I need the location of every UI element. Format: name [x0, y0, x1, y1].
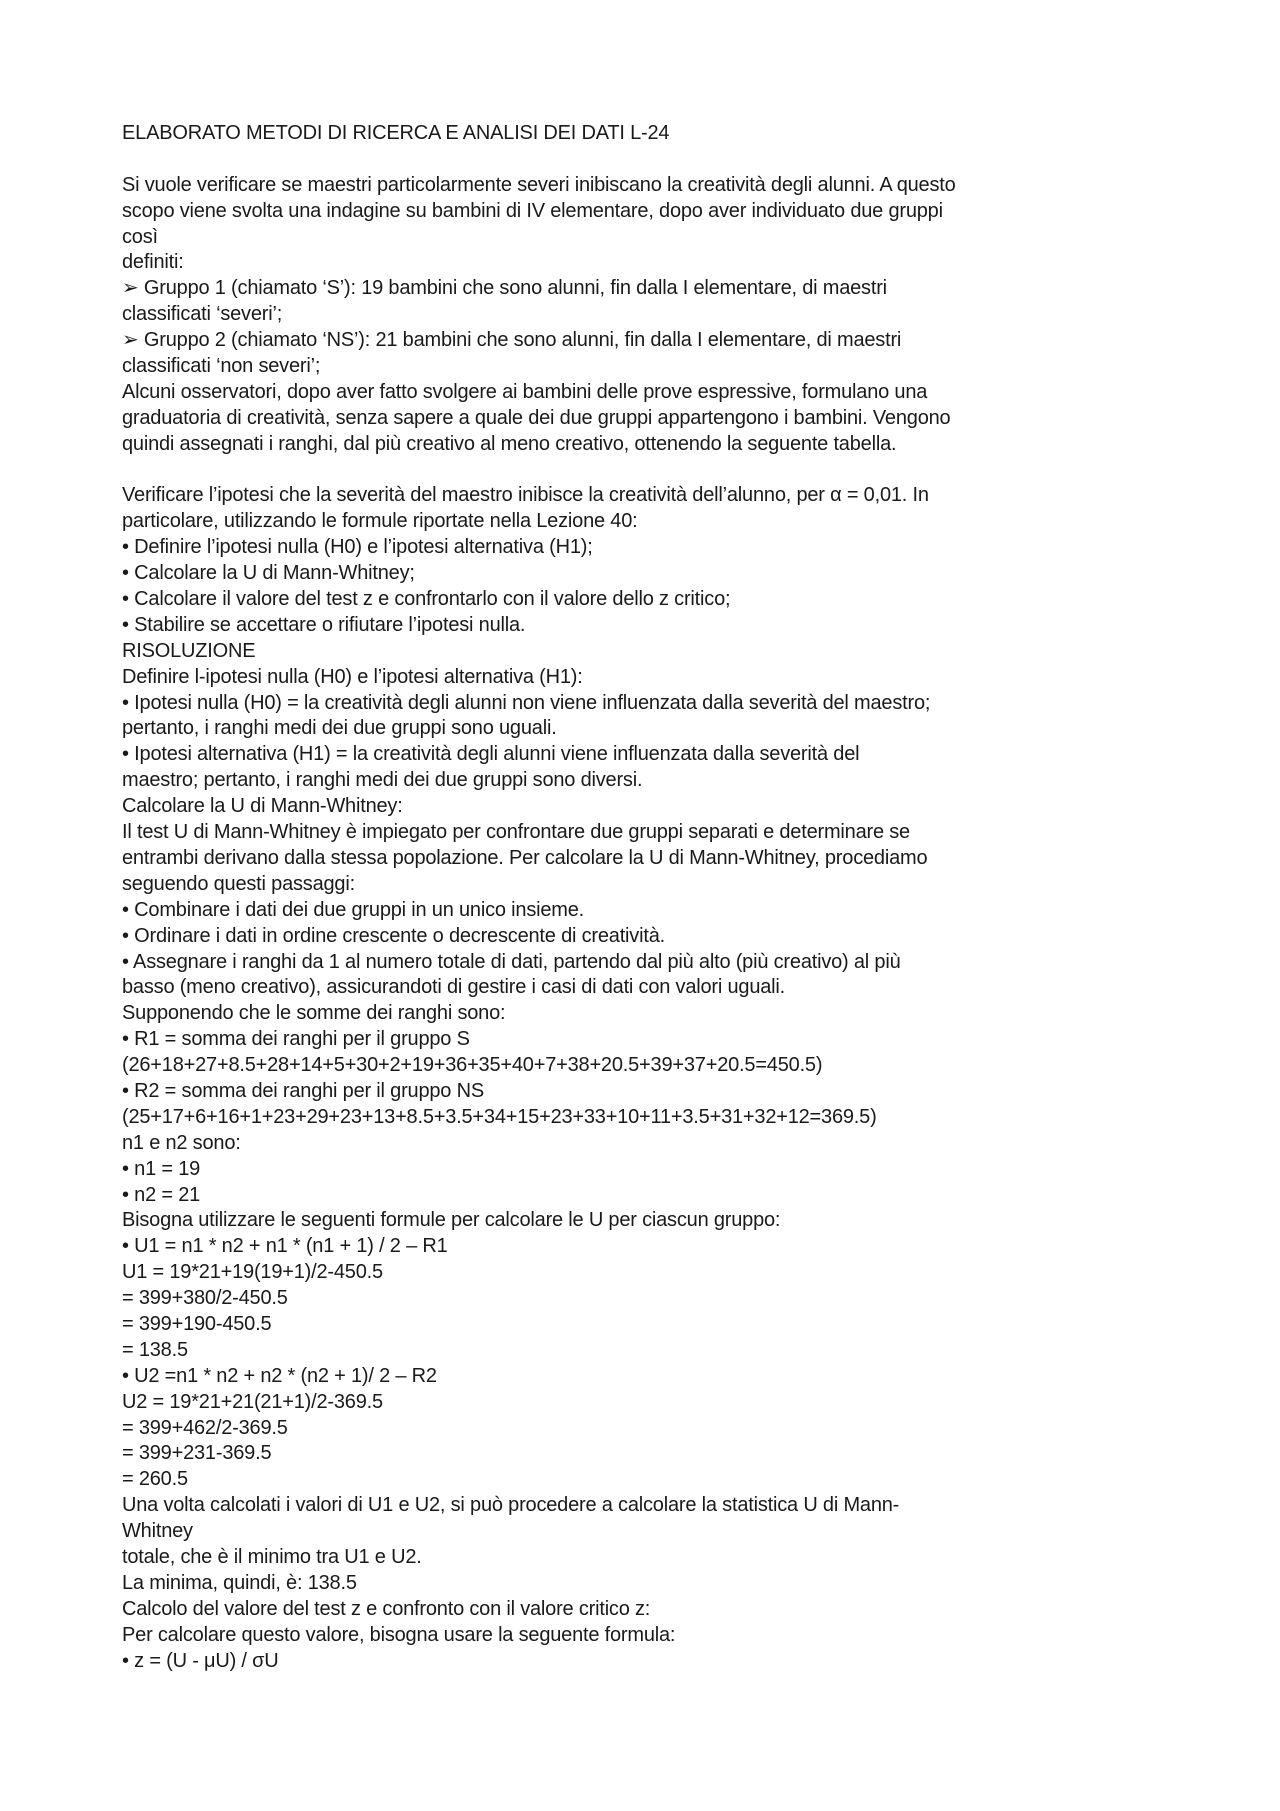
intro-text-line: Si vuole verificare se maestri particolarmente severi inibiscano la creatività degli alunni. A questo: [122, 173, 956, 196]
body-text-line: = 399+231-369.5: [122, 1442, 272, 1465]
body-text-line: • Combinare i dati dei due gruppi in un unico insieme.: [122, 898, 585, 921]
body-text-line: Whitney: [122, 1520, 193, 1543]
body-text-line: Calcolare la U di Mann-Whitney:: [122, 795, 403, 818]
body-text-line: (26+18+27+8.5+28+14+5+30+2+19+36+35+40+7+38+20.5+39+37+20.5=450.5): [122, 1054, 823, 1077]
body-text-line: = 399+462/2-369.5: [122, 1416, 288, 1439]
body-text-line: RISOLUZIONE: [122, 639, 256, 662]
body-text-line: La minima, quindi, è: 138.5: [122, 1571, 357, 1594]
body-text-line: • z = (U - μU) / σU: [122, 1649, 279, 1672]
document-title: ELABORATO METODI DI RICERCA E ANALISI DEI DATI L-24: [122, 122, 670, 144]
body-text-line: Calcolo del valore del test z e confronto con il valore critico z:: [122, 1597, 651, 1620]
body-text-line: = 399+190-450.5: [122, 1312, 272, 1335]
body-text-line: • Assegnare i ranghi da 1 al numero totale di dati, partendo dal più alto (più creativo) al più: [122, 950, 901, 973]
spacer: [122, 458, 1142, 484]
intro-text-line: graduatoria di creatività, senza sapere a quale dei due gruppi appartengono i bambini. Vengono: [122, 406, 951, 429]
body-text-line: totale, che è il minimo tra U1 e U2.: [122, 1545, 422, 1568]
body-text-line: • R2 = somma dei ranghi per il gruppo NS: [122, 1079, 484, 1102]
document-content: [122, 121, 1142, 1674]
body-text-line: • Ordinare i dati in ordine crescente o decrescente di creatività.: [122, 924, 665, 947]
intro-text-line: così: [122, 225, 158, 248]
intro-section: [122, 173, 1142, 458]
body-text-line: Definire l-ipotesi nulla (H0) e l’ipotesi alternativa (H1):: [122, 665, 583, 688]
body-text-line: basso (meno creativo), assicurandoti di gestire i casi di dati con valori uguali.: [122, 976, 786, 999]
intro-text-line: scopo viene svolta una indagine su bambini di IV elementare, dopo aver individuato due gruppi: [122, 199, 943, 222]
body-text-line: • Ipotesi nulla (H0) = la creatività degli alunni non viene influenzata dalla severità del maestro;: [122, 691, 931, 714]
body-text-line: • Ipotesi alternativa (H1) = la creatività degli alunni viene influenzata dalla severità del: [122, 743, 860, 766]
body-text-line: • Stabilire se accettare o rifiutare l’ipotesi nulla.: [122, 613, 526, 636]
body-section: [122, 483, 1142, 1674]
body-text-line: • Calcolare il valore del test z e confrontarlo con il valore dello z critico;: [122, 588, 731, 611]
body-text-line: = 399+380/2-450.5: [122, 1287, 288, 1310]
body-text-line: pertanto, i ranghi medi dei due gruppi sono uguali.: [122, 717, 557, 740]
body-text-line: U2 = 19*21+21(21+1)/2-369.5: [122, 1390, 383, 1413]
body-text-line: Supponendo che le somme dei ranghi sono:: [122, 1002, 506, 1025]
body-text-line: Il test U di Mann-Whitney è impiegato per confrontare due gruppi separati e determinare se: [122, 821, 910, 844]
intro-text-line: ➢ Gruppo 1 (chiamato ‘S’): 19 bambini che sono alunni, fin dalla I elementare, di maestri: [122, 277, 887, 300]
body-text-line: • U2 =n1 * n2 + n2 * (n2 + 1)/ 2 – R2: [122, 1364, 437, 1387]
body-text-line: • Definire l’ipotesi nulla (H0) e l’ipotesi alternativa (H1);: [122, 536, 593, 559]
body-text-line: Una volta calcolati i valori di U1 e U2, si può procedere a calcolare la statistica U di Mann-: [122, 1494, 900, 1517]
body-text-line: particolare, utilizzando le formule riportate nella Lezione 40:: [122, 510, 638, 533]
intro-text-line: ➢ Gruppo 2 (chiamato ‘NS’): 21 bambini che sono alunni, fin dalla I elementare, di maestri: [122, 329, 902, 352]
body-text-line: Bisogna utilizzare le seguenti formule per calcolare le U per ciascun gruppo:: [122, 1209, 781, 1232]
body-text-line: Per calcolare questo valore, bisogna usare la seguente formula:: [122, 1623, 676, 1646]
body-text-line: = 260.5: [122, 1468, 188, 1491]
body-text-line: (25+17+6+16+1+23+29+23+13+8.5+3.5+34+15+23+33+10+11+3.5+31+32+12=369.5): [122, 1105, 877, 1128]
body-text-line: entrambi derivano dalla stessa popolazione. Per calcolare la U di Mann-Whitney, procediamo: [122, 846, 928, 869]
body-text-line: seguendo questi passaggi:: [122, 872, 355, 895]
intro-text-line: definiti:: [122, 251, 184, 274]
body-text-line: • n1 = 19: [122, 1157, 201, 1180]
intro-text-line: Alcuni osservatori, dopo aver fatto svolgere ai bambini delle prove espressive, formulano una: [122, 380, 928, 403]
body-text-line: • R1 = somma dei ranghi per il gruppo S: [122, 1028, 470, 1051]
body-text-line: • Calcolare la U di Mann-Whitney;: [122, 562, 415, 585]
body-text-line: maestro; pertanto, i ranghi medi dei due gruppi sono diversi.: [122, 769, 643, 792]
body-text-line: U1 = 19*21+19(19+1)/2-450.5: [122, 1261, 383, 1284]
body-text-line: • U1 = n1 * n2 + n1 * (n1 + 1) / 2 – R1: [122, 1235, 448, 1258]
body-text-line: n1 e n2 sono:: [122, 1131, 241, 1154]
body-text-line: • n2 = 21: [122, 1183, 201, 1206]
body-text-line: = 138.5: [122, 1338, 188, 1361]
intro-text-line: classificati ‘non severi’;: [122, 355, 321, 378]
intro-text-line: quindi assegnati i ranghi, dal più creativo al meno creativo, ottenendo la seguente tabella.: [122, 432, 897, 455]
body-text-line: Verificare l’ipotesi che la severità del maestro inibisce la creatività dell’alunno, per α = 0,01. In: [122, 484, 929, 507]
spacer: [122, 147, 1142, 173]
intro-text-line: classificati ‘severi’;: [122, 303, 283, 326]
